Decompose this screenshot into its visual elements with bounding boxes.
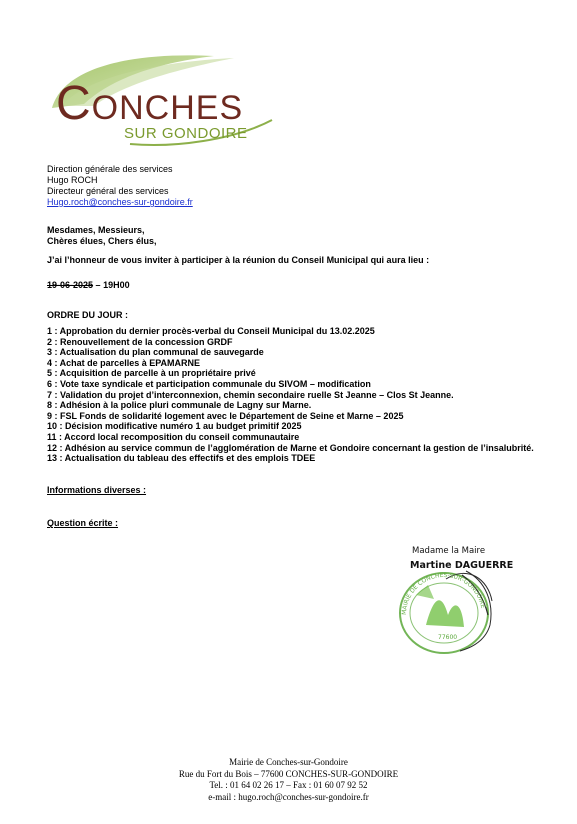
agenda-item: 6 : Vote taxe syndicale et participation communale du SIVOM – modification	[47, 378, 371, 389]
greeting-line-2: Chères élues, Chers élus,	[47, 236, 157, 246]
meeting-time: 19H00	[103, 280, 130, 290]
meeting-date-separator: –	[93, 280, 104, 290]
agenda-item: 1 : Approbation du dernier procès-verbal du Conseil Municipal du 13.02.2025	[47, 326, 375, 336]
agenda-item: 13 : Actualisation du tableau des effectifs et des emplois TDEE	[47, 453, 316, 464]
footer-line-3: Tel. : 01 64 02 26 17 – Fax : 01 60 07 92 52	[209, 780, 368, 790]
agenda-item: 3 : Actualisation du plan communal de sauvegarde	[47, 347, 264, 358]
invitation-sentence: J’ai l’honneur de vous inviter à participer à la réunion du Conseil Municipal qui aura lieu :	[47, 255, 430, 265]
agenda-item: 12 : Adhésion au service commun de l’agglomération de Marne et Gondoire concernant la gestion de l’insalubrité.	[47, 442, 534, 453]
agenda-item: 9 : FSL Fonds de solidarité logement avec le Département de Seine et Marne – 2025	[47, 410, 404, 421]
meeting-date	[47, 280, 130, 291]
agenda-list	[47, 326, 534, 464]
agenda-item: 11 : Accord local recomposition du conseil communautaire	[47, 431, 300, 442]
stamp-arc-text: MAIRIE DE CONCHES-SUR-GONDOIRE	[400, 571, 487, 616]
sender-block	[47, 164, 193, 208]
greeting-line-1: Mesdames, Messieurs,	[47, 225, 145, 235]
stamp-postcode: 77600	[438, 634, 458, 641]
greeting	[47, 225, 157, 247]
agenda-item: 2 : Renouvellement de la concession GRDF	[47, 336, 233, 347]
footer-line-2: Rue du Fort du Bois – 77600 CONCHES-SUR-GONDOIRE	[178, 768, 399, 779]
sender-name: Hugo ROCH	[47, 175, 98, 185]
footer	[0, 757, 577, 803]
meeting-date-value: 19-06-2025	[47, 280, 94, 290]
footer-line-4: e-mail : hugo.roch@conches-sur-gondoire.fr	[208, 791, 369, 802]
agenda-title: ORDRE DU JOUR :	[47, 310, 129, 320]
agenda-item: 4 : Achat de parcelles à EPAMARNE	[47, 357, 201, 368]
sender-department: Direction générale des services	[47, 164, 173, 174]
signature-name: Martine DAGUERRE	[410, 560, 514, 571]
footer-line-1: Mairie de Conches-sur-Gondoire	[229, 757, 348, 767]
sender-email-link[interactable]: Hugo.roch@conches-sur-gondoire.fr	[47, 197, 193, 207]
conches-logo	[44, 48, 276, 152]
informations-diverses-heading: Informations diverses :	[47, 485, 147, 495]
question-ecrite-heading: Question écrite :	[47, 518, 119, 528]
logo-wordmark: CONCHES	[56, 77, 244, 130]
sender-role: Directeur général des services	[47, 186, 169, 196]
logo-subtitle: SUR GONDOIRE	[124, 125, 248, 142]
agenda-item: 7 : Validation du projet d’interconnexion, chemin secondaire ruelle St Jeanne – Clos St Jeanne.	[47, 389, 454, 400]
agenda-item: 10 : Décision modificative numéro 1 au budget primitif 2025	[47, 421, 302, 432]
signature-title: Madame la Maire	[412, 546, 486, 556]
agenda-item: 5 : Acquisition de parcelle à un propriétaire privé	[47, 368, 256, 379]
agenda-item: 8 : Adhésion à la police pluri communale de Lagny sur Marne.	[47, 400, 312, 411]
